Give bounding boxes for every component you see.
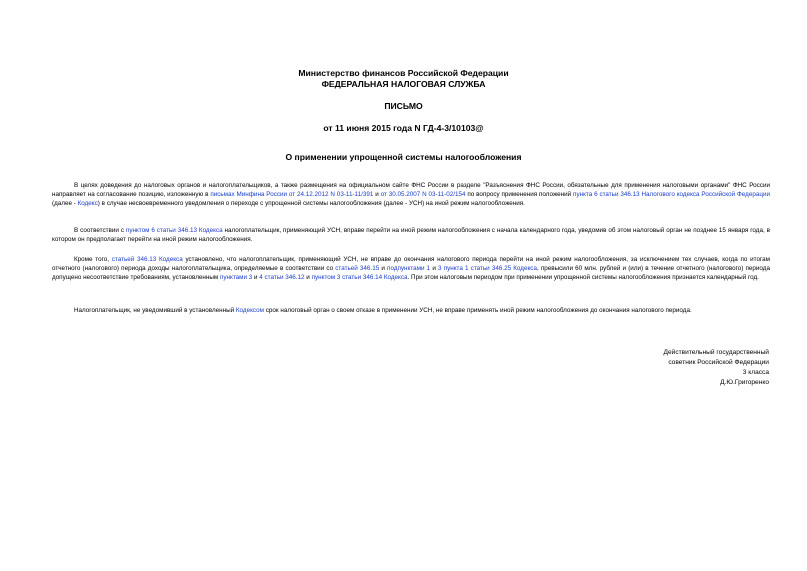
p3-text: и <box>379 265 388 273</box>
p3-text: и <box>304 274 312 282</box>
p1-text: и <box>373 191 381 199</box>
p3-text: . При этом налоговым периодом при применении упрощенной системы налогообложения признается календарный год. <box>407 274 759 282</box>
link-article-346-12[interactable]: 4 статьи 346.12 <box>259 274 305 282</box>
link-tax-code[interactable]: Кодекс <box>77 200 98 208</box>
signature-line-2: советник Российской Федерации <box>668 359 769 366</box>
p4-text: Налогоплательщик, не уведомивший в установленный <box>74 307 236 314</box>
paragraph-1 <box>52 181 770 208</box>
paragraph-3 <box>52 255 770 282</box>
signatory-name: Д.Ю.Григоренко <box>720 379 769 386</box>
link-article-346-25[interactable]: 3 пункта 1 статьи 346.25 Кодекса <box>438 265 537 273</box>
link-tax-code-346-13-6[interactable]: пункта 6 статьи 346.13 Налогового кодекса Российской Федерации <box>573 191 770 199</box>
p1-text: ) в случае несвоевременного уведомления о переходе с упрощенной системы налогообложения (далее - УСН) на иной режим налогообложения. <box>97 200 525 208</box>
p4-text: срок налоговый орган о своем отказе в применении УСН, не вправе применять иной режим налогообложения до окончания налогового периода. <box>263 307 692 314</box>
p2-text: налогоплательщик, применяющий УСН, вправе перейти на иной режим налогообложения с начала календарного года, уведомив об этом налоговый орган не позднее 15 января года, в котором он предполагает перейти на иной режим налогообложения. <box>52 227 770 244</box>
paragraph-2 <box>52 226 770 244</box>
p3-text: Кроме того, <box>74 256 112 263</box>
link-subparagraph-1[interactable]: подпунктами 1 <box>387 265 431 273</box>
link-article-346-13-6[interactable]: пунктом 6 статьи 346.13 Кодекса <box>125 227 223 234</box>
document-date-number: от 11 июня 2015 года N ГД-4-3/10103@ <box>323 123 484 133</box>
document-subject: О применении упрощенной системы налогообложения <box>285 152 522 162</box>
link-minfin-letter-2007[interactable]: от 30.05.2007 N 03-11-02/154 <box>380 191 466 199</box>
link-article-346-13[interactable]: статьей 346.13 Кодекса <box>111 256 183 263</box>
document-type: ПИСЬМО <box>384 101 423 111</box>
p2-text: В соответствии с <box>74 227 126 234</box>
paragraph-4 <box>52 306 770 315</box>
p3-text: и <box>252 274 260 282</box>
p3-text: установлено, что налогоплательщик, применяющий УСН, не вправе до окончания налогового периода перейти на иной режим налогообложения, за исключением тех случаев, когда по итогам отчетного (налогового) периода доходы налогоплательщика, определяемые в соответствии со <box>52 256 770 273</box>
p3-text: , превысили 60 млн. рублей и (или) в течение отчетного (налогового) периода допущено несоответствие требованиям, установленным <box>52 265 770 282</box>
p3-text: и <box>430 265 439 273</box>
p1-text: (далее - <box>52 200 78 208</box>
p1-text: В целях доведения до налоговых органов и налогоплательщиков, а также размещения на официальном сайте ФНС России в разделе "Разъяснения ФНС России, обязательные для применения налоговыми органами" ФНС России направляет на согласование позицию, изложенную в <box>52 182 770 199</box>
ministry-title: Министерство финансов Российской Федерации <box>298 68 509 78</box>
link-article-346-15[interactable]: статьей 346.15 <box>335 265 380 273</box>
link-minfin-letter-2012[interactable]: письмах Минфина России от 24.12.2012 N 03-11-11/391 <box>210 191 374 199</box>
link-points-3[interactable]: пунктами 3 <box>219 274 253 282</box>
signature-line-3: 3 класса <box>742 369 769 376</box>
link-article-346-14[interactable]: пунктом 3 статьи 346.14 Кодекса <box>311 274 408 282</box>
link-code[interactable]: Кодексом <box>235 307 264 314</box>
p1-text: по вопросу применения положений <box>465 191 574 199</box>
service-title: ФЕДЕРАЛЬНАЯ НАЛОГОВАЯ СЛУЖБА <box>321 79 486 89</box>
signature-line-1: Действительный государственный <box>663 349 769 356</box>
